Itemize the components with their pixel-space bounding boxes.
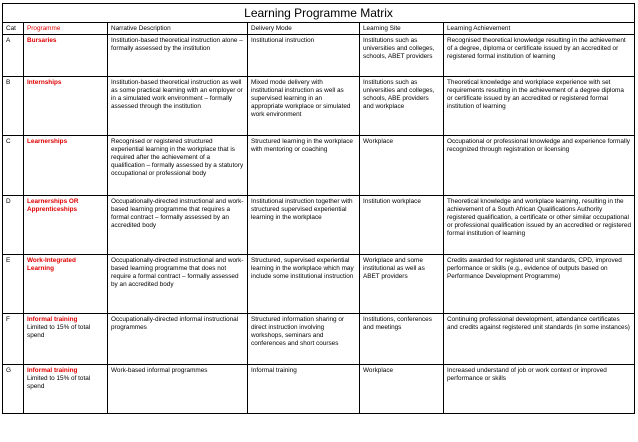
- cell-cat: B: [3, 77, 24, 136]
- cell-delivery: Structured learning in the workplace with mentoring or coaching: [248, 136, 360, 196]
- cell-cat: D: [3, 196, 24, 255]
- cell-delivery: Institutional instruction: [248, 35, 360, 77]
- cell-narrative: Occupationally-directed informal instructional programmes: [108, 314, 248, 365]
- cell-programme: [24, 314, 108, 365]
- cell-delivery: Structured information sharing or direct instruction involving workshops, seminars and conferences and short courses: [248, 314, 360, 365]
- cell-site: Workplace and some institutional as well as ABET providers: [360, 255, 444, 314]
- cell-programme: [24, 35, 108, 77]
- page-title: Learning Programme Matrix: [3, 4, 635, 23]
- cell-narrative: Institution-based theoretical instruction alone – formally assessed by the institution: [108, 35, 248, 77]
- cell-achievement: Occupational or professional knowledge and experience formally recognized through registration or licensing: [444, 136, 635, 196]
- cell-site: Institutions such as universities and colleges, schools, ABET providers: [360, 35, 444, 77]
- cell-site: Institution workplace: [360, 196, 444, 255]
- programme-spend-note: Limited to 15% of total spend: [27, 375, 91, 391]
- column-header-delivery: Delivery Mode: [248, 23, 360, 35]
- programme-spend-note: Limited to 15% of total spend: [27, 324, 91, 340]
- learning-programme-matrix-table: [2, 3, 635, 414]
- programme-name: Informal training: [27, 367, 78, 375]
- cell-programme: [24, 365, 108, 414]
- table-row: [3, 136, 635, 196]
- programme-name: Learnerships: [27, 138, 68, 146]
- table-row: [3, 365, 635, 414]
- table-row: [3, 77, 635, 136]
- cell-cat: C: [3, 136, 24, 196]
- cell-achievement: Theoretical knowledge and workplace experience with set requirements resulting in the achievement of a degree diploma or certificate issued by an accredited or registered formal institution of learning: [444, 77, 635, 136]
- cell-achievement: Recognised theoretical knowledge resulting in the achievement of a degree, diploma or certificate issued by an accredited or registered formal institution of learning: [444, 35, 635, 77]
- cell-narrative: Work-based informal programmes: [108, 365, 248, 414]
- cell-cat: E: [3, 255, 24, 314]
- table-row: [3, 35, 635, 77]
- cell-narrative: Occupationally-directed instructional and work-based learning programme that does not require a formal contract – formally assessed by an accredited body: [108, 255, 248, 314]
- cell-cat: A: [3, 35, 24, 77]
- cell-delivery: Mixed mode delivery with institutional instruction as well as supervised learning in an appropriate workplace or simulated work environment: [248, 77, 360, 136]
- table-row: [3, 196, 635, 255]
- cell-site: Institutions such as universities and colleges, schools, ABE providers and workplace: [360, 77, 444, 136]
- cell-narrative: Occupationally-directed instructional and work- based learning programme that requires a formal contract – formally assessed by an accredited body: [108, 196, 248, 255]
- cell-site: Workplace: [360, 136, 444, 196]
- cell-programme: [24, 255, 108, 314]
- cell-delivery: Institutional instruction together with structured supervised experiential learning in the workplace: [248, 196, 360, 255]
- column-header-programme: Programme: [24, 23, 108, 35]
- programme-name: Work-Integrated Learning: [27, 257, 76, 273]
- programme-name: Internships: [27, 79, 62, 87]
- column-header-cat: Cat: [3, 23, 24, 35]
- programme-name: Bursaries: [27, 37, 57, 45]
- cell-achievement: Credits awarded for registered unit standards, CPD, improved performance or skills (e.g., evidence of outputs based on Performance Development Programme): [444, 255, 635, 314]
- column-header-site: Learning Site: [360, 23, 444, 35]
- cell-narrative: Recognised or registered structured experiential learning in the workplace that is required after the achievement of a qualification – formally assessed by a statutory occupational or professional body: [108, 136, 248, 196]
- cell-narrative: Institution-based theoretical instruction as well as some practical learning with an employer or in a simulated work environment – formally assessed through the institution: [108, 77, 248, 136]
- table-row: [3, 314, 635, 365]
- column-header-achievement: Learning Achievement: [444, 23, 635, 35]
- cell-achievement: Continuing professional development, attendance certificates and credits against registered unit standards (in some instances): [444, 314, 635, 365]
- column-header-narrative: Narrative Description: [108, 23, 248, 35]
- cell-cat: F: [3, 314, 24, 365]
- cell-site: Institutions, conferences and meetings: [360, 314, 444, 365]
- cell-programme: [24, 77, 108, 136]
- programme-name: Informal training: [27, 316, 78, 324]
- cell-programme: [24, 196, 108, 255]
- cell-programme: [24, 136, 108, 196]
- cell-delivery: Informal training: [248, 365, 360, 414]
- programme-name: Learnerships OR Apprenticeships: [27, 198, 79, 214]
- table-header-row: [3, 23, 635, 35]
- cell-site: Workplace: [360, 365, 444, 414]
- table-row: [3, 255, 635, 314]
- cell-cat: G: [3, 365, 24, 414]
- cell-achievement: Increased understand of job or work context or improved performance or skills: [444, 365, 635, 414]
- cell-delivery: Structured, supervised experiential learning in the workplace which may include some institutional instruction: [248, 255, 360, 314]
- cell-achievement: Theoretical knowledge and workplace learning, resulting in the achievement of a South African Qualifications Authority registered qualification, a certificate or other similar occupational or professional qualification issued by an accredited or registered formal institution of learning: [444, 196, 635, 255]
